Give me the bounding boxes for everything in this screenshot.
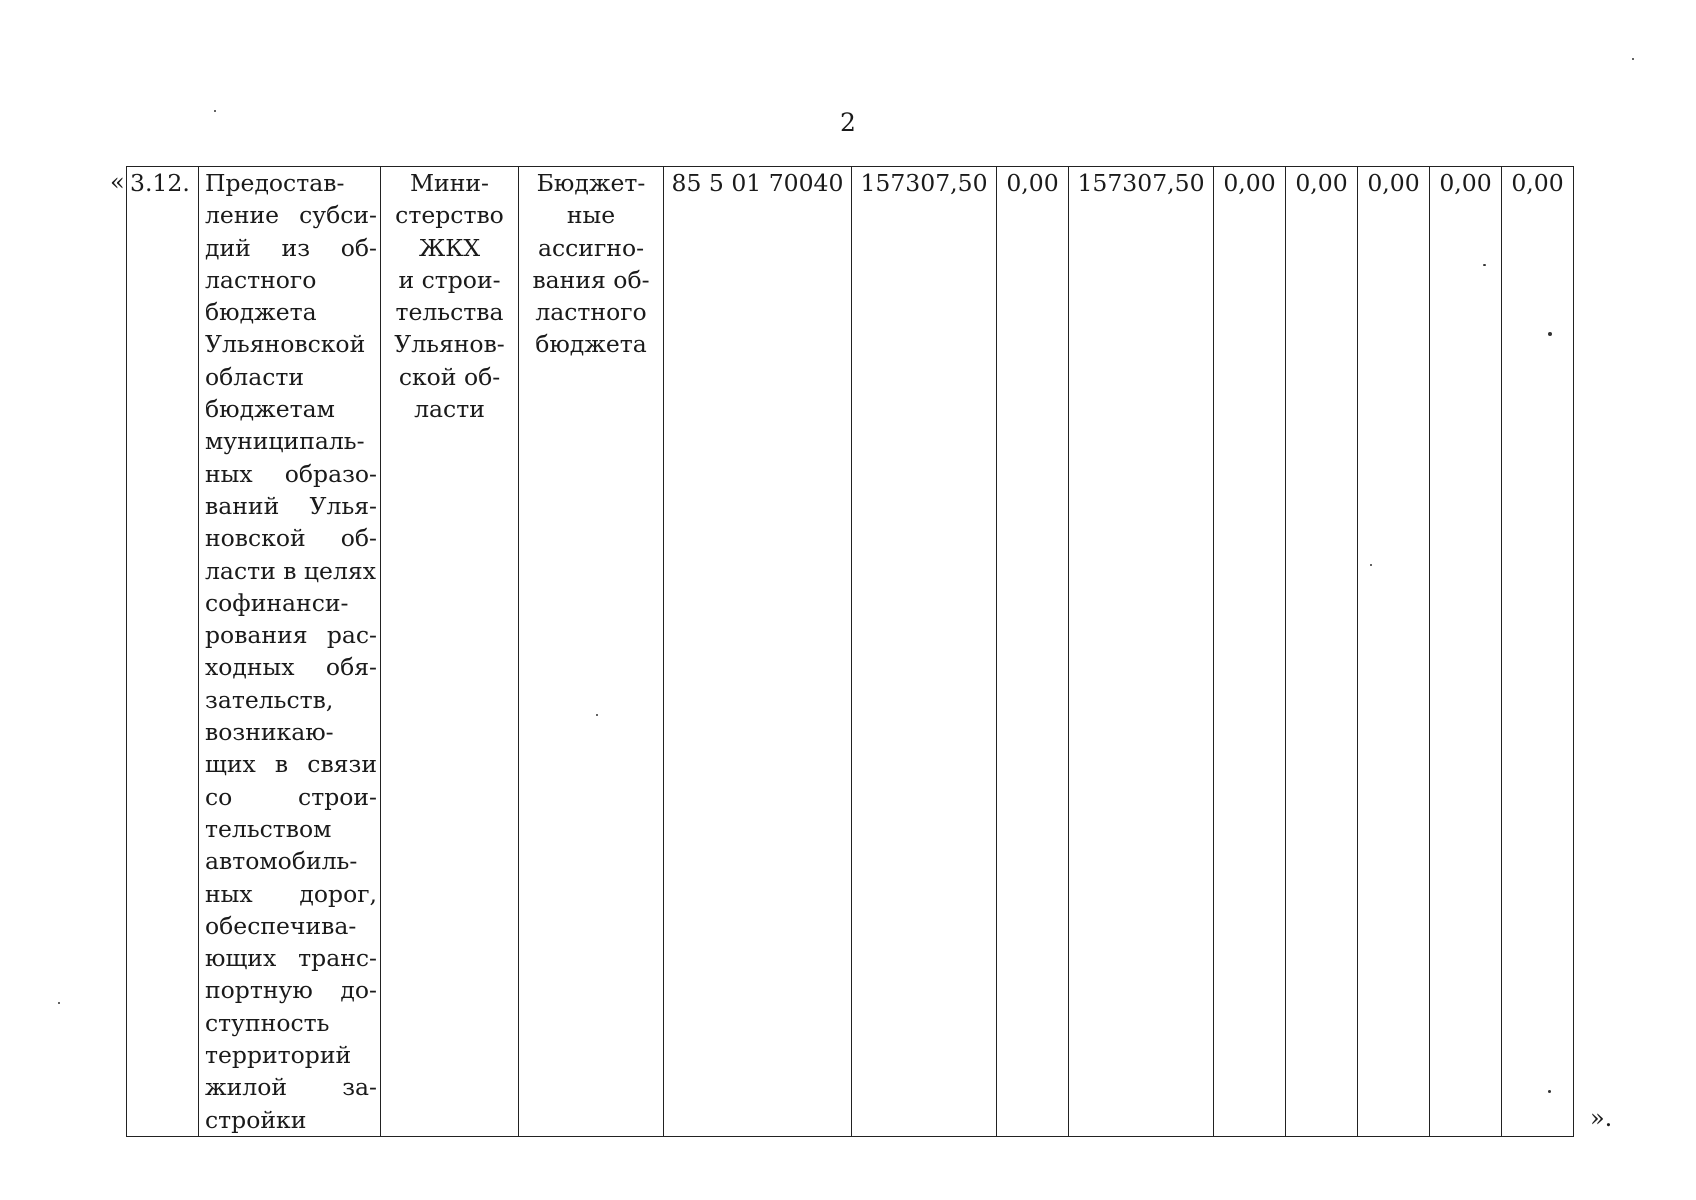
budget-code: 85 5 01 70040: [671, 169, 844, 197]
item-number: 3.12.: [130, 169, 190, 197]
scan-speck: [1370, 564, 1372, 566]
funding-source-line: вания об-: [532, 265, 650, 294]
closing-quote: ».: [1590, 1104, 1613, 1132]
description-line: возникаю-: [205, 718, 334, 747]
description-line: муниципаль-: [205, 427, 365, 456]
description-line: ление субси-: [205, 201, 377, 230]
value: 0,00: [1006, 169, 1059, 197]
value-cell: [1286, 167, 1358, 1137]
description-line: тельством: [205, 814, 332, 843]
description-line: портную до-: [205, 976, 377, 1005]
executor-line: и строи-: [398, 265, 501, 294]
value-cell: [1502, 167, 1574, 1137]
funding-source-line: бюджета: [535, 330, 647, 359]
description-line: ющих транс-: [205, 944, 377, 973]
value: 0,00: [1511, 169, 1564, 197]
funding-source-line: Бюджет-: [536, 169, 646, 197]
description-line: новской об-: [205, 524, 377, 553]
budget-code-cell: [664, 167, 852, 1137]
executor-line: стерство: [395, 201, 504, 230]
funding-source-line: ластного: [535, 298, 647, 327]
funding-source-line: ассигно-: [537, 233, 645, 262]
value-cell: [1214, 167, 1286, 1137]
description-line: обеспечива-: [205, 911, 357, 940]
value-cell: [1430, 167, 1502, 1137]
description-line: бюджета: [205, 298, 317, 327]
executor-line: ласти: [414, 395, 485, 424]
description-line: территорий: [205, 1041, 352, 1070]
funding-source-line: ные: [566, 201, 616, 230]
scan-speck: [1548, 332, 1552, 336]
description-cell: [199, 167, 381, 1137]
description-line: ных дорог,: [205, 879, 377, 908]
value: 0,00: [1439, 169, 1492, 197]
value: 157307,50: [1077, 169, 1205, 197]
value-cell: [852, 167, 997, 1137]
description-line: стройки: [205, 1105, 307, 1134]
description-line: ваний Улья-: [205, 491, 377, 520]
scan-speck: [1483, 264, 1486, 266]
description-line: жилой за-: [205, 1073, 377, 1102]
value-total: 157307,50: [860, 169, 988, 197]
executor-line: Мини-: [410, 169, 489, 197]
executor-line: Ульянов-: [394, 330, 505, 359]
executor-line: тельства: [395, 298, 504, 327]
description-line: Ульяновской: [205, 330, 366, 359]
scan-speck: [596, 714, 598, 716]
table-row: [127, 167, 1574, 1137]
description-line: ступность: [205, 1008, 330, 1037]
description-line: бюджетам: [205, 395, 335, 424]
executor-line: ЖКХ: [418, 233, 481, 262]
value: 0,00: [1223, 169, 1276, 197]
description-line: ласти в целях: [205, 556, 376, 585]
scan-speck: [1632, 58, 1634, 60]
executor-cell: [381, 167, 519, 1137]
scan-speck: [214, 110, 216, 112]
description-line: софинанси-: [205, 588, 349, 617]
description-line: дий из об-: [205, 233, 377, 262]
description-line: области: [205, 362, 305, 391]
item-number-cell: [127, 167, 199, 1137]
description-line: ластного: [205, 265, 317, 294]
scan-speck: [1548, 1090, 1551, 1093]
description-line: рования рас-: [205, 621, 377, 650]
page-number: 2: [840, 108, 856, 137]
budget-table: [126, 166, 1574, 1137]
funding-source-cell: [519, 167, 664, 1137]
description-line: автомобиль-: [205, 847, 358, 876]
scan-speck: [58, 1002, 60, 1004]
description-line: Предостав-: [205, 169, 345, 197]
value: 0,00: [1295, 169, 1348, 197]
opening-quote: «: [110, 168, 125, 196]
description-line: щих в связи: [205, 750, 377, 779]
description-line: со строи-: [205, 782, 377, 811]
value-cell: [1069, 167, 1214, 1137]
description-line: ходных обя-: [205, 653, 377, 682]
description-line: ных образо-: [205, 459, 377, 488]
value-cell: [1358, 167, 1430, 1137]
value: 0,00: [1367, 169, 1420, 197]
value-cell: [997, 167, 1069, 1137]
description-line: зательств,: [205, 685, 334, 714]
executor-line: ской об-: [398, 362, 501, 391]
